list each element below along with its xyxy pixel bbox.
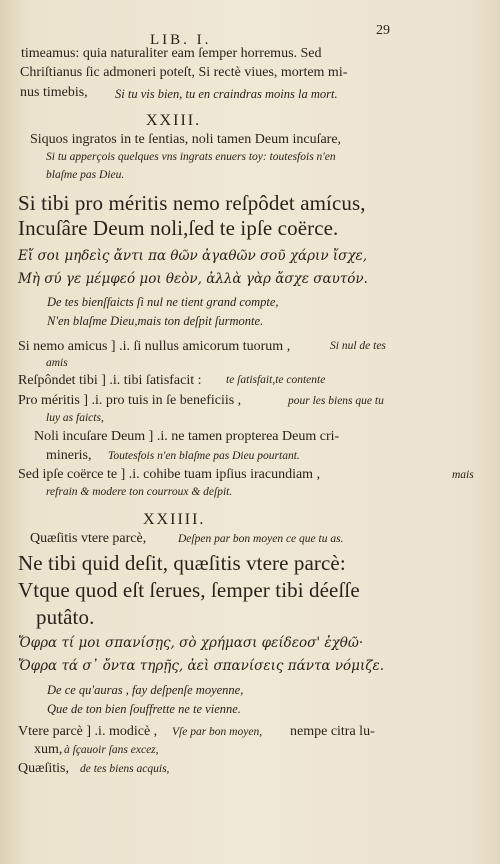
verse-line: Si tibi pro méritis nemo reſpôdet amícus,: [18, 191, 366, 215]
text-line: Chriſtianus ſic admoneri poteſt, Si rectè viues, mortem mi-: [20, 65, 348, 80]
french-gloss: luy as faicts,: [46, 412, 104, 424]
commentary-line: mineris,: [46, 448, 92, 463]
french-gloss: à ſçauoir ſans excez,: [64, 744, 159, 756]
greek-line: Ὄφρα τά σ᾽ ὄντα τηρῇς, ἀεὶ σπανίσεις πάντα νόμιζε.: [18, 658, 385, 674]
french-gloss: Si nul de tes: [330, 340, 386, 352]
commentary-line: xum,: [34, 742, 63, 757]
greek-line: Ὄφρα τί μοι σπανίσῃς, σὸ χρήμασι φείδεοσ' ἐχθῶ·: [18, 635, 364, 651]
french-gloss: Si tu apperçois quelques vns ingrats enuers toy: toutesfois n'en: [46, 151, 336, 163]
french-gloss: Si tu vis bien, tu en craindras moins la mort.: [115, 87, 338, 101]
text-line: timeamus: quia naturaliter eam ſemper horremus. Sed: [21, 46, 322, 61]
french-verse: N'en blaſme Dieu,mais ton deſpit ſurmonte.: [47, 314, 264, 328]
running-title: LIB. I.: [150, 32, 212, 48]
french-verse: Que de ton bien ſouffrette ne te vienne.: [47, 702, 241, 716]
verse-line: Ne tibi quid deſit, quæſitis vtere parcè:: [18, 551, 346, 575]
commentary-line: Vtere parcè ] .i. modicè ,: [18, 724, 158, 739]
french-verse: De tes bienſfaicts ſi nul ne tient grand compte,: [47, 295, 279, 309]
section-number: XXIIII.: [143, 511, 206, 528]
verse-line: Vtque quod eſt ſerues, ſemper tibi déeſſe: [18, 578, 360, 602]
page-number: 29: [376, 23, 390, 38]
french-gloss: mais: [452, 469, 474, 481]
verse-line: putâto.: [36, 605, 95, 629]
text-line: Quæſitis vtere parcè,: [30, 531, 147, 546]
commentary-line: nempe citra lu-: [290, 724, 375, 739]
french-gloss: te ſatisfait,te contente: [226, 374, 326, 386]
commentary-line: Reſpôndet tibi ] .i. tibi ſatisfacit :: [18, 373, 202, 388]
french-gloss: Vſe par bon moyen,: [172, 726, 263, 738]
french-gloss: amis: [46, 357, 68, 369]
commentary-line: Quæſitis,: [18, 761, 69, 776]
french-gloss: blaſme pas Dieu.: [46, 169, 125, 181]
section-number: XXIII.: [146, 112, 202, 129]
french-gloss: refrain & modere ton courroux & deſpit.: [46, 486, 233, 498]
commentary-line: Noli incuſare Deum ] .i. ne tamen propterea Deum cri-: [34, 429, 340, 444]
french-gloss: Deſpen par bon moyen ce que tu as.: [178, 533, 344, 545]
french-gloss: Toutesfois n'en blaſme pas Dieu pourtant.: [108, 450, 300, 462]
commentary-line: Si nemo amicus ] .i. ſi nullus amicorum tuorum ,: [18, 339, 291, 354]
commentary-line: Sed ipſe coërce te ] .i. cohibe tuam ipſius iracundiam ,: [18, 467, 321, 482]
french-gloss: pour les biens que tu: [288, 395, 384, 407]
french-verse: De ce qu'auras , fay deſpenſe moyenne,: [47, 683, 244, 697]
text-line: nus timebis,: [20, 85, 88, 100]
greek-line: Μὴ σύ γε μέμφεό μοι θεὸν, ἀλλὰ γὰρ ἄσχε σαυτόν.: [18, 271, 368, 287]
french-gloss: de tes biens acquis,: [80, 763, 170, 775]
text-line: Siquos ingratos in te ſentias, noli tamen Deum incuſare,: [30, 132, 342, 147]
verse-line: Incuſâre Deum noli,ſed te ipſe coërce.: [18, 216, 339, 240]
greek-line: Εἴ σοι μηδεὶς ἄντι πα θῶν ἀγαθῶν σοῦ χάριν ἴσχε,: [18, 248, 368, 264]
commentary-line: Pro méritis ] .i. pro tuis in ſe beneficiis ,: [18, 393, 242, 408]
